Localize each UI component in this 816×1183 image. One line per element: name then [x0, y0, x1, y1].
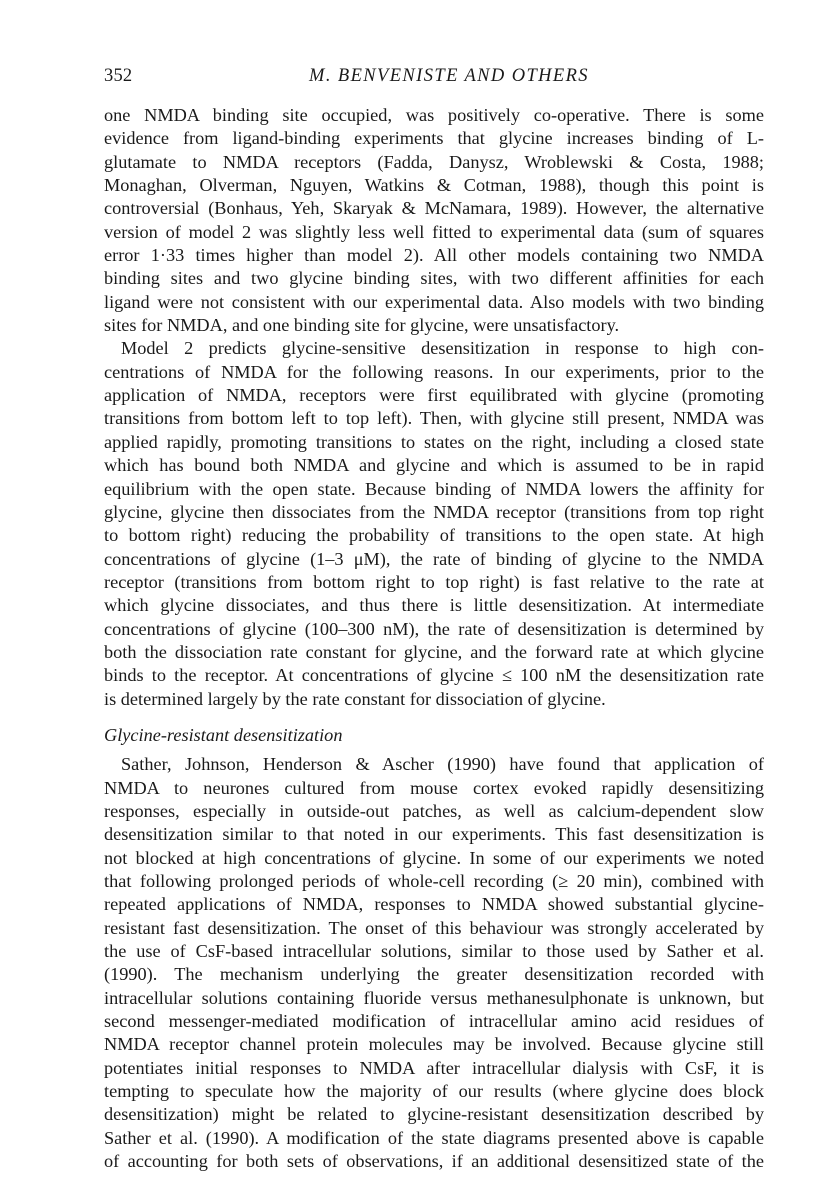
text-line: concentrations of glycine (100–300 nM), the rate of desensitization is determined by: [104, 618, 764, 639]
text-line: both the dissociation rate constant for glycine, and the forward rate at which glycine: [104, 641, 764, 662]
page-header: [104, 66, 764, 92]
text-line: to bottom right) reducing the probability of transitions to the open state. At high: [104, 525, 764, 546]
text-line: centrations of NMDA for the following reasons. In our experiments, prior to the: [104, 361, 764, 382]
text-line: evidence from ligand-binding experiments that glycine increases binding of L-: [104, 128, 764, 149]
text-line: glutamate to NMDA receptors (Fadda, Danysz, Wroblewski & Costa, 1988;: [104, 151, 764, 172]
text-line: application of NMDA, receptors were first equilibrated with glycine (promoting: [104, 385, 764, 406]
text-line: (1990). The mechanism underlying the greater desensitization recorded with: [104, 964, 764, 985]
text-line: binds to the receptor. At concentrations of glycine ≤ 100 nM the desensitization rate: [104, 665, 764, 686]
text-line: error 1·33 times higher than model 2). All other models containing two NMDA: [104, 245, 764, 266]
text-line: intracellular solutions containing fluoride versus methanesulphonate is unknown, but: [104, 987, 764, 1008]
text-line: desensitization similar to that noted in our experiments. This fast desensitization is: [104, 824, 764, 845]
paragraph-model-comparison: [104, 104, 764, 337]
text-line: of accounting for both sets of observations, if an additional desensitized state of the: [104, 1151, 764, 1172]
text-line: Sather et al. (1990). A modification of the state diagrams presented above is capable: [104, 1127, 764, 1148]
text-line: desensitization) might be related to glycine-resistant desensitization described by: [104, 1104, 764, 1125]
text-line: the use of CsF-based intracellular solutions, similar to those used by Sather et al.: [104, 941, 764, 962]
text-line: receptor (transitions from bottom right to top right) is fast relative to the rate at: [104, 571, 764, 592]
text-line: Monaghan, Olverman, Nguyen, Watkins & Cotman, 1988), though this point is: [104, 175, 764, 196]
text-line: glycine, glycine then dissociates from the NMDA receptor (transitions from top right: [104, 501, 764, 522]
paragraph-glycine-resistant: [104, 753, 764, 1173]
text-line: potentiates initial responses to NMDA after intracellular dialysis with CsF, it is: [104, 1057, 764, 1078]
text-line: second messenger-mediated modification of intracellular amino acid residues of: [104, 1011, 764, 1032]
text-line: Sather, Johnson, Henderson & Ascher (1990) have found that application of: [121, 754, 764, 775]
text-line: is determined largely by the rate constant for dissociation of glycine.: [104, 688, 606, 709]
page-number: 352: [104, 66, 133, 86]
text-line: resistant fast desensitization. The onset of this behaviour was strongly accelerated by: [104, 917, 764, 938]
article-body: [104, 104, 764, 1173]
text-line: NMDA to neurones cultured from mouse cortex evoked rapidly desensitizing: [104, 777, 764, 798]
text-line: repeated applications of NMDA, responses to NMDA showed substantial glycine-: [104, 894, 764, 915]
text-line: Model 2 predicts glycine-sensitive desensitization in response to high con-: [121, 338, 764, 359]
section-heading: Glycine-resistant desensitization: [104, 724, 343, 745]
text-line: applied rapidly, promoting transitions to states on the right, including a closed state: [104, 431, 764, 452]
text-line: transitions from bottom left to top left). Then, with glycine still present, NMDA was: [104, 408, 764, 429]
text-line: tempting to speculate how the majority of our results (where glycine does block: [104, 1081, 764, 1102]
text-line: concentrations of glycine (1–3 μM), the rate of binding of glycine to the NMDA: [104, 548, 764, 569]
running-head: M. BENVENISTE AND OTHERS: [309, 66, 589, 86]
text-line: which glycine dissociates, and thus there is little desensitization. At intermediate: [104, 595, 764, 616]
text-line: one NMDA binding site occupied, was positively co-operative. There is some: [104, 105, 764, 125]
text-line: binding sites and two glycine binding sites, with two different affinities for each: [104, 268, 764, 289]
text-line: which has bound both NMDA and glycine and which is assumed to be in rapid: [104, 455, 764, 476]
text-line: not blocked at high concentrations of glycine. In some of our experiments we noted: [104, 847, 764, 868]
text-line: controversial (Bonhaus, Yeh, Skaryak & McNamara, 1989). However, the alternative: [104, 198, 764, 219]
paragraph-model2-prediction: [104, 337, 764, 711]
text-line: that following prolonged periods of whole-cell recording (≥ 20 min), combined with: [104, 871, 764, 891]
text-line: ligand were not consistent with our experimental data. Also models with two binding: [104, 291, 764, 312]
text-line: NMDA receptor channel protein molecules may be involved. Because glycine still: [104, 1034, 764, 1055]
text-line: version of model 2 was slightly less well fitted to experimental data (sum of squares: [104, 221, 764, 242]
text-line: sites for NMDA, and one binding site for glycine, were unsatisfactory.: [104, 315, 620, 336]
text-line: responses, especially in outside-out patches, as well as calcium-dependent slow: [104, 800, 764, 821]
text-line: equilibrium with the open state. Because binding of NMDA lowers the affinity for: [104, 478, 764, 499]
